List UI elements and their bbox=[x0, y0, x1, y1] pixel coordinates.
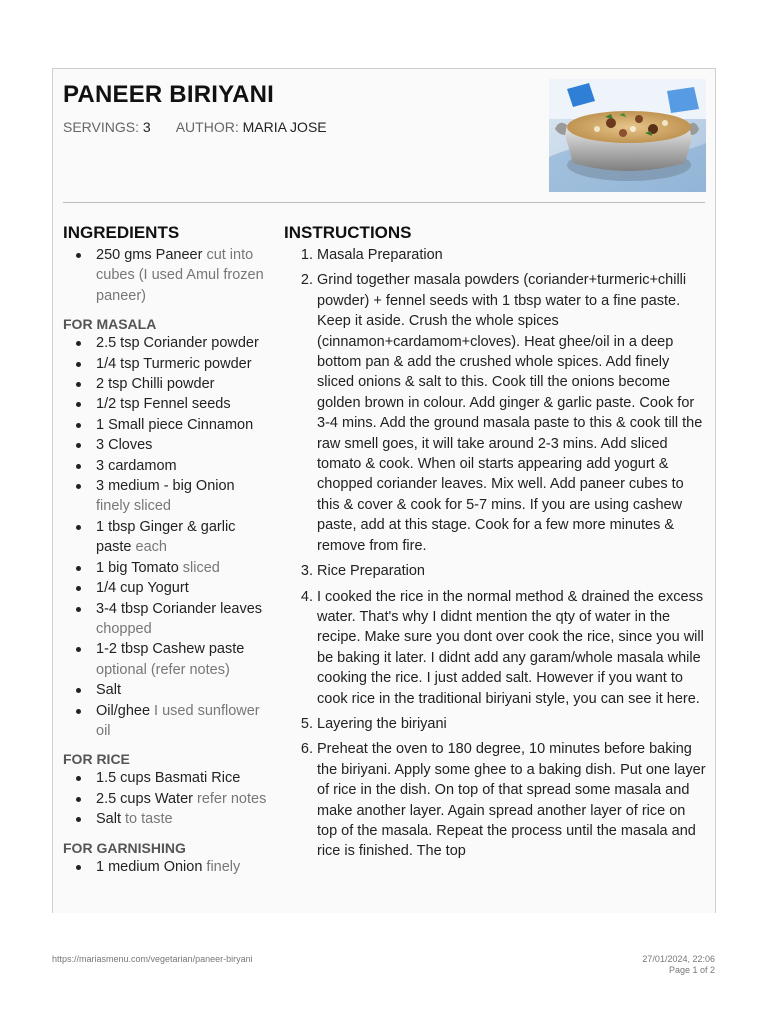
ingredient-item: 1 big Tomato sliced bbox=[96, 558, 269, 578]
ingredient-item: 3 cardamom bbox=[96, 456, 269, 476]
ingredient-item: 2 tsp Chilli powder bbox=[96, 374, 269, 394]
ingredient-list bbox=[63, 768, 269, 829]
author-label: AUTHOR: bbox=[175, 119, 239, 135]
group-title-masala: FOR MASALA bbox=[63, 316, 157, 333]
ingredients-section bbox=[63, 223, 269, 877]
ingredient-list bbox=[63, 245, 269, 306]
recipe-title: PANEER BIRIYANI bbox=[63, 81, 275, 108]
ingredient-item: Oil/ghee I used sunflower oil bbox=[96, 701, 269, 742]
instruction-step: 5. Layering the biriyani bbox=[300, 715, 447, 732]
instruction-step: 3. Rice Preparation bbox=[300, 563, 425, 580]
recipe-card bbox=[52, 68, 716, 913]
instruction-step: 4. I cooked the rice in the normal method & drained the excess water. That's why I didnt mention the qty of water in the recipe. Make sure you dont over cook the rice, since you will be baking it later. I didnt add any garam/whole masala while cooking the rice. I just added salt. However if you want to cook rice in the traditional biriyani style, you can see it here. bbox=[300, 588, 704, 707]
ingredient-item: Salt bbox=[96, 680, 269, 700]
servings-value: 3 bbox=[142, 119, 151, 135]
footer-url[interactable]: https://mariasmenu.com/vegetarian/paneer-biryani bbox=[52, 954, 253, 964]
ingredient-item: Salt to taste bbox=[96, 809, 269, 829]
instructions-heading: INSTRUCTIONS bbox=[284, 223, 412, 242]
recipe-meta bbox=[63, 119, 327, 135]
ingredient-item: 1/4 tsp Turmeric powder bbox=[96, 354, 269, 374]
ingredient-item: 3 Cloves bbox=[96, 435, 269, 455]
ingredient-list bbox=[63, 333, 269, 741]
ingredient-item: 2.5 tsp Coriander powder bbox=[96, 333, 269, 353]
ingredient-item: 1 medium Onion finely bbox=[96, 857, 269, 877]
ingredient-item: 2.5 cups Water refer notes bbox=[96, 789, 269, 809]
author-value: MARIA JOSE bbox=[242, 119, 327, 135]
ingredient-list bbox=[63, 857, 269, 877]
ingredient-item: 1-2 tbsp Cashew paste optional (refer notes) bbox=[96, 639, 269, 680]
footer-page-number: Page 1 of 2 bbox=[668, 965, 715, 975]
servings-label: SERVINGS: bbox=[63, 119, 139, 135]
instruction-step: 6. Preheat the oven to 180 degree, 10 minutes before baking the biriyani. Apply some ghee to a baking dish. Put one layer of rice in the dish. On top of that spread some masala and make another layer. Again spread another layer of rice on top of the masala. Repeat the process until the masala and rice is finished. The top bbox=[300, 741, 706, 860]
footer-datetime: 27/01/2024, 22:06 bbox=[642, 954, 715, 964]
ingredient-item: 3-4 tbsp Coriander leaves chopped bbox=[96, 599, 269, 640]
recipe-photo bbox=[549, 79, 706, 192]
ingredient-item: 1 tbsp Ginger & garlic paste each bbox=[96, 517, 269, 558]
ingredient-item: 1/4 cup Yogurt bbox=[96, 578, 269, 598]
ingredient-item: 1 Small piece Cinnamon bbox=[96, 415, 269, 435]
instructions-section bbox=[284, 223, 708, 867]
ingredients-heading: INGREDIENTS bbox=[63, 223, 180, 242]
instruction-list bbox=[284, 245, 708, 862]
instruction-step: 2. Grind together masala powders (coriander+turmeric+chilli powder) + fennel seeds with 1 tbsp water to a fine paste. Keep it aside. Crush the whole spices (cinnamon+cardamom+cloves). Heat ghee/oil in a deep bottom pan & add the crushed whole spices. Add finely sliced onions & salt to this. Cook till the onions become golden brown in colour. Add ginger & garlic paste. Cook for 3-4 mins. Add the ground masala paste to this & cook till the raw smell goes, it will take around 2-3 mins. Add sliced tomato & cook. When oil starts appearing add yogurt & chopped coriander leaves. Mix well. Add paneer cubes to this & cover & cook for 5-7 mins. If you are using cashew paste, add at this stage. Cook for a few more minutes & remove from fire. bbox=[300, 272, 703, 554]
ingredient-item: 1/2 tsp Fennel seeds bbox=[96, 394, 269, 414]
group-title-rice: FOR RICE bbox=[63, 751, 130, 768]
footer-meta bbox=[642, 954, 715, 976]
ingredient-item: 1.5 cups Basmati Rice bbox=[96, 768, 269, 788]
group-title-garnishing: FOR GARNISHING bbox=[63, 839, 186, 856]
ingredient-item: 3 medium - big Onion finely sliced bbox=[96, 476, 269, 517]
ingredient-item: 250 gms Paneer cut into cubes (I used Amul frozen paneer) bbox=[96, 245, 269, 306]
instruction-step: 1. Masala Preparation bbox=[300, 247, 443, 263]
header-divider bbox=[63, 202, 705, 203]
